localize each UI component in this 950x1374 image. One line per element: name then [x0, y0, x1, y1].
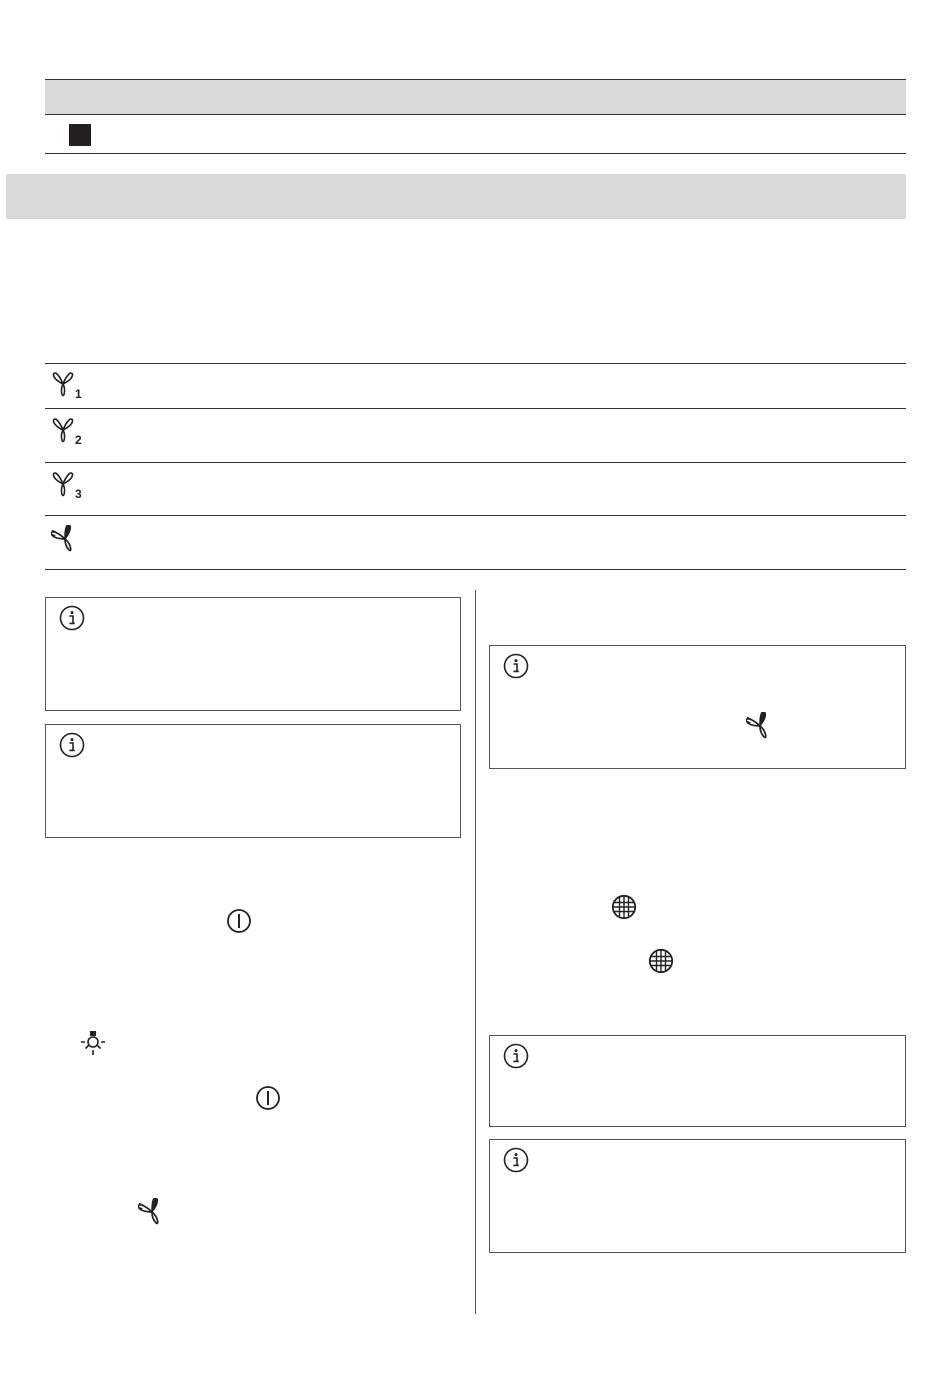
light-icon: [79, 1029, 107, 1057]
fan-speed-1-icon: [51, 371, 87, 399]
power-icon: [255, 1085, 281, 1111]
fan-speed-2-row: [45, 409, 906, 462]
top-table-header-row: [45, 80, 906, 114]
info-icon: [59, 605, 85, 631]
info-icon: [59, 732, 85, 758]
right-note-1: [489, 645, 906, 769]
left-note-2: [45, 724, 461, 838]
info-icon: [503, 1043, 529, 1069]
top-table-bottom-rule: [45, 153, 906, 154]
svg-text:2: 2: [75, 433, 82, 445]
top-table-header-rule: [45, 114, 906, 115]
power-icon: [226, 908, 252, 934]
fan-boost-icon: [138, 1198, 166, 1226]
fan-speed-2-icon: [51, 417, 87, 445]
fan-speed-1-row: [45, 364, 906, 408]
fan-table-rule-4: [45, 569, 906, 570]
fan-boost-row: [45, 516, 906, 569]
info-icon: [503, 653, 529, 679]
grease-filter-icon: [611, 894, 637, 920]
filled-square-icon: [69, 124, 91, 146]
svg-text:3: 3: [75, 487, 82, 499]
svg-text:1: 1: [75, 387, 82, 399]
grease-filter-icon: [648, 948, 674, 974]
fan-speed-3-row: [45, 463, 906, 515]
column-divider: [475, 590, 476, 1314]
info-icon: [503, 1147, 529, 1173]
fan-boost-icon: [746, 712, 774, 740]
fan-speed-3-icon: [51, 471, 87, 499]
section-heading-band: [6, 174, 906, 219]
fan-boost-icon: [51, 525, 79, 553]
right-note-3: [489, 1139, 906, 1253]
left-note-1: [45, 597, 461, 711]
right-note-2: [489, 1035, 906, 1127]
